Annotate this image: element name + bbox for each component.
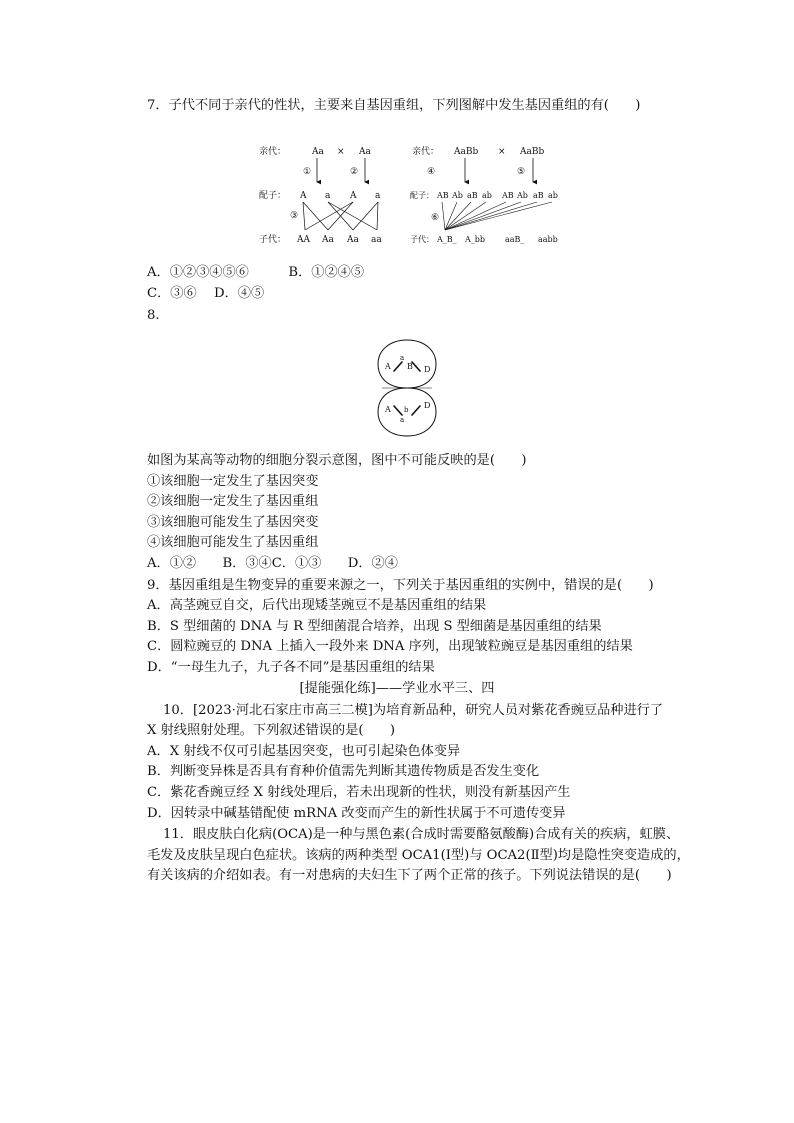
right-cross-lines bbox=[442, 202, 552, 230]
step-2: ② bbox=[350, 167, 359, 177]
q8-item-4: ④该细胞可能发生了基因重组 bbox=[147, 535, 319, 550]
q10-option-b: B．判断变异株是否具有育种价值需先判断其遗传物质是否发生变化 bbox=[147, 764, 540, 779]
q8-cell-division-diagram bbox=[376, 338, 438, 438]
q7-options-row1: A．①②③④⑤⑥ B．①②④⑤ bbox=[147, 265, 365, 280]
right-gamete-7: ab bbox=[548, 191, 558, 200]
q8-stem: 如图为某高等动物的细胞分裂示意图，图中不可能反映的是( ) bbox=[147, 453, 527, 468]
step-6: ⑥ bbox=[431, 213, 440, 223]
right-parent-2: AaBb bbox=[520, 147, 545, 157]
right-gamete-3: ab bbox=[482, 191, 492, 200]
q9-stem: 9．基因重组是生物变异的重要来源之一，下列关于基因重组的实例中，错误的是( ) bbox=[147, 578, 654, 593]
left-gamete-label: 配子： bbox=[259, 191, 287, 201]
left-parent-2: Aa bbox=[359, 147, 371, 157]
q10-stem-2: X 射线照射处理。下列叙述错误的是( ) bbox=[147, 723, 396, 738]
left-cross-lines bbox=[303, 202, 378, 230]
right-gamete-label: 配子： bbox=[410, 191, 434, 200]
right-parent-1: AaBb bbox=[454, 147, 479, 157]
label-bottom-mid-1: b bbox=[404, 406, 409, 414]
left-offspring-1: Aa bbox=[322, 235, 334, 245]
left-gamete-3: a bbox=[375, 191, 381, 201]
left-cross-sign: × bbox=[337, 147, 345, 157]
right-offspring-0: A_B_ bbox=[437, 235, 457, 244]
label-top-left: A bbox=[385, 362, 391, 371]
q10-option-d: D．因转录中碱基错配使 mRNA 改变而产生的新性状属于不可遗传变异 bbox=[147, 806, 566, 821]
right-offspring-3: aabb bbox=[538, 235, 558, 244]
q9-option-c: C．圆粒豌豆的 DNA 上插入一段外来 DNA 序列，出现皱粒豌豆是基因重组的结果 bbox=[147, 639, 633, 654]
label-bottom-mid-2: a bbox=[400, 416, 405, 424]
q7-genetics-diagram bbox=[255, 140, 575, 250]
right-cross-sign: × bbox=[498, 147, 506, 157]
right-gamete-4: AB bbox=[502, 191, 514, 200]
q8-item-1: ①该细胞一定发生了基因突变 bbox=[147, 474, 319, 489]
q10-option-a: A．X 射线不仅可引起基因突变，也可引起染色体变异 bbox=[147, 744, 461, 759]
label-bottom-left: A bbox=[385, 405, 391, 414]
q7-stem: 7．子代不同于亲代的性状，主要来自基因重组，下列图解中发生基因重组的有( ) bbox=[147, 98, 641, 113]
q11-line-3: 有关该病的介绍如表。有一对患病的夫妇生下了两个正常的孩子。下列说法错误的是( ) bbox=[147, 868, 672, 883]
step-3: ③ bbox=[290, 211, 299, 221]
left-offspring-label: 子代： bbox=[259, 235, 287, 245]
label-bottom-right: D bbox=[424, 401, 431, 410]
left-offspring-2: Aa bbox=[347, 235, 359, 245]
left-offspring-3: aa bbox=[371, 235, 382, 245]
q9-option-a: A．高茎豌豆自交，后代出现矮茎豌豆不是基因重组的结果 bbox=[147, 598, 487, 613]
left-gamete-0: A bbox=[300, 191, 307, 201]
left-gamete-1: a bbox=[325, 191, 331, 201]
q11-line-1: 11．眼皮肤白化病(OCA)是一种与黑色素(合成时需要酪氨酸酶)合成有关的疾病，虹膜、 bbox=[163, 827, 680, 842]
q9-option-b: B．S 型细菌的 DNA 与 R 型细菌混合培养，出现 S 型细菌是基因重组的结果 bbox=[147, 619, 602, 634]
q8-item-3: ③该细胞可能发生了基因突变 bbox=[147, 515, 319, 530]
q7-options-row2: C．③⑥ D．④⑤ bbox=[147, 286, 265, 301]
label-top-mid-1: a bbox=[400, 354, 405, 362]
step-4: ④ bbox=[427, 167, 436, 177]
q8-item-2: ②该细胞一定发生了基因重组 bbox=[147, 494, 319, 509]
left-parent-1: Aa bbox=[312, 147, 324, 157]
right-gamete-5: Ab bbox=[517, 191, 528, 200]
q10-stem-1: 10．[2023·河北石家庄市高三二模]为培育新品种，研究人员对紫花香豌豆品种进行了 bbox=[163, 703, 664, 718]
step-1: ① bbox=[303, 167, 312, 177]
right-parent-label: 亲代： bbox=[412, 147, 440, 157]
q9-option-d: D．“一母生九子，九子各不同”是基因重组的结果 bbox=[147, 660, 435, 675]
left-parent-label: 亲代： bbox=[259, 147, 287, 157]
q10-option-c: C．紫花香豌豆经 X 射线处理后，若未出现新的性状，则没有新基因产生 bbox=[147, 785, 571, 800]
q8-number: 8. bbox=[147, 308, 160, 323]
q8-options: A．①② B．③④C．①③ D．②④ bbox=[147, 556, 398, 571]
right-offspring-label: 子代： bbox=[410, 235, 434, 244]
section-title: [提能强化练]——学业水平三、四 bbox=[299, 681, 495, 696]
right-offspring-2: aaB_ bbox=[505, 235, 525, 244]
left-offspring-0: AA bbox=[297, 235, 310, 245]
right-gamete-0: AB bbox=[437, 191, 449, 200]
right-gamete-2: aB bbox=[467, 191, 478, 200]
left-gamete-2: A bbox=[350, 191, 357, 201]
q11-line-2: 毛发及皮肤呈现白色症状。该病的两种类型 OCA1(Ⅰ型)与 OCA2(Ⅱ型)均是隐性突变造成的， bbox=[147, 848, 690, 863]
right-gamete-6: aB bbox=[533, 191, 544, 200]
step-5: ⑤ bbox=[517, 167, 526, 177]
label-top-right: D bbox=[424, 365, 431, 374]
right-offspring-1: A_bb bbox=[465, 235, 486, 244]
right-gamete-1: Ab bbox=[452, 191, 463, 200]
label-top-mid-2: B bbox=[407, 362, 413, 371]
